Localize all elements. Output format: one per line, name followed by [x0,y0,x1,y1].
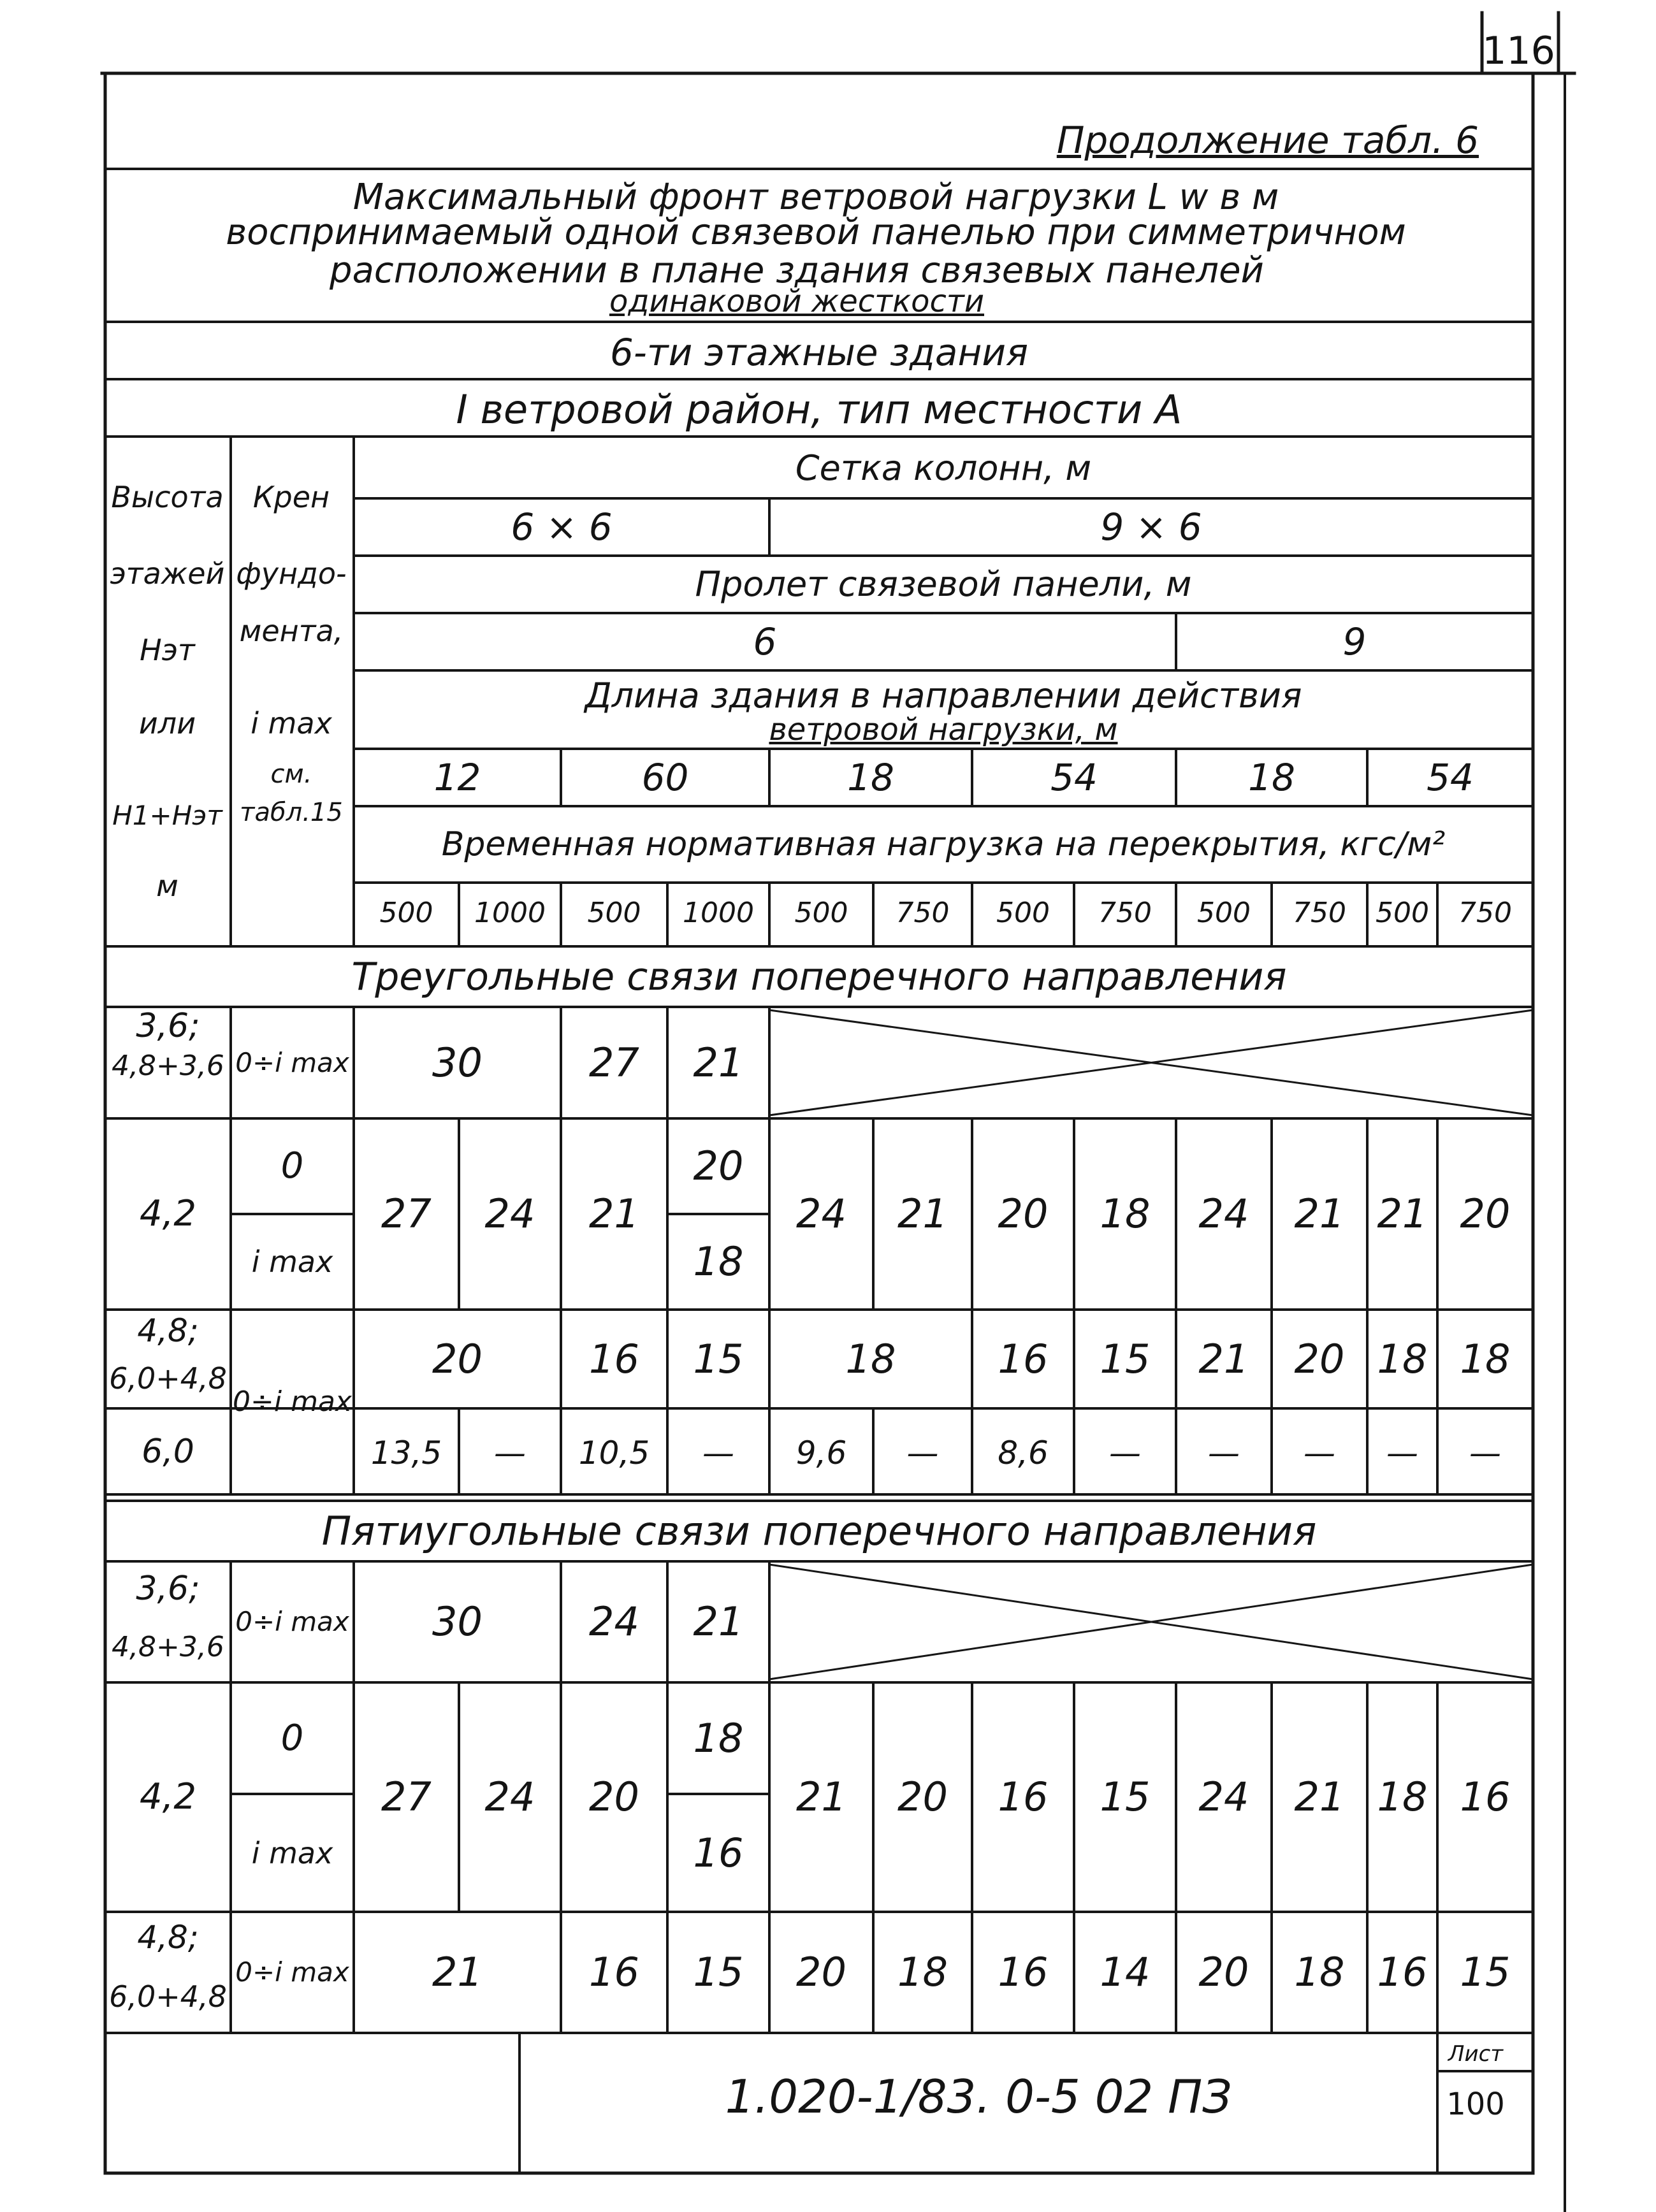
data-cell: 18 [845,1335,896,1382]
wind-region: I ветровой район, тип местности А [456,386,1182,433]
title-line-3: расположении в плане здания связевых панелей [330,250,1264,291]
head-col2-line-4: i max [251,706,332,741]
height-value: 3,6; [136,1007,200,1045]
tilt-value: 0÷i max [235,1606,349,1637]
head-col2-line-3: мента, [239,614,344,648]
data-cell: 16 [1377,1949,1428,1995]
data-cell: — [906,1435,939,1471]
load-value: 1000 [474,896,546,929]
data-cell: — [1109,1435,1141,1471]
data-cell: 15 [1460,1949,1511,1995]
data-cell: 18 [1377,1335,1428,1382]
head-col2-line-1: Крен [252,480,330,514]
data-cell: 20 [998,1190,1049,1237]
data-cell: 16 [589,1949,639,1995]
data-cell: 27 [589,1039,639,1086]
tilt-value: i max [251,1835,333,1870]
data-cell: 24 [796,1190,846,1237]
length-value: 60 [641,756,689,799]
span-label: Пролет связевой панели, м [695,564,1192,604]
data-cell: 18 [1100,1190,1151,1237]
data-cell: 24 [1198,1774,1249,1820]
load-value: 500 [1197,896,1251,929]
load-value: 500 [379,896,433,929]
height-value: 4,8; [137,1919,199,1956]
tilt-value: 0÷i max [235,1956,349,1988]
length-value: 18 [1248,756,1295,799]
data-cell: 21 [1377,1190,1428,1237]
title-line-1: Максимальный фронт ветровой нагрузки L w в м [352,177,1279,218]
data-cell: 20 [432,1335,483,1382]
data-cell: 16 [693,1829,744,1876]
height-value: 6,0+4,8 [109,1361,227,1396]
data-cell: 15 [693,1335,744,1382]
data-cell: 24 [589,1598,639,1645]
head-col1-line-1: Высота [111,480,224,514]
data-cell: 18 [1377,1774,1428,1820]
data-cell: 15 [1100,1774,1151,1820]
head-col1-line-5: Н1+Нэт [112,800,222,831]
data-cell: 9,6 [795,1435,847,1471]
data-cell: — [1304,1435,1335,1471]
data-cell: 20 [1460,1190,1511,1237]
data-cell: 20 [693,1143,744,1189]
data-cell: 21 [897,1190,948,1237]
building-type: 6-ти этажные здания [610,330,1028,374]
load-value: 500 [587,896,641,929]
data-cell: 18 [1294,1949,1345,1995]
column-grid-9x6: 9 × 6 [1100,505,1202,549]
data-cell: 21 [693,1598,744,1645]
data-cell: 21 [1294,1190,1345,1237]
data-cell: 16 [589,1335,639,1382]
span-9: 9 [1342,620,1367,663]
height-value: 4,8; [137,1312,199,1349]
load-value: 750 [1098,896,1152,929]
data-cell: 21 [432,1949,483,1995]
continuation-label: Продолжение табл. 6 [1056,119,1479,162]
height-value: 4,8+3,6 [112,1049,224,1082]
load-value: 750 [896,896,950,929]
data-cell: 21 [1198,1335,1249,1382]
data-cell: 15 [1100,1335,1151,1382]
data-cell: 18 [1460,1335,1511,1382]
load-value: 1000 [683,896,754,929]
sheet-corner-number: 116 [1482,29,1555,73]
data-cell: 20 [796,1949,846,1995]
data-cell: 18 [693,1238,744,1285]
tilt-value: 0 [280,1145,304,1187]
head-col1-line-6: м [156,869,178,903]
data-cell: 13,5 [370,1435,442,1471]
height-value: 4,2 [139,1193,197,1234]
data-cell: 30 [432,1598,483,1645]
data-cell: 21 [796,1774,846,1820]
title-line-4: одинаковой жесткости [609,284,985,319]
load-value: 750 [1293,896,1346,929]
data-cell: 21 [693,1039,744,1086]
section2-title: Пятиугольные связи поперечного направления [321,1507,1317,1554]
tilt-value: 0 [280,1717,304,1759]
data-cell: 10,5 [578,1435,650,1471]
load-value: 500 [996,896,1050,929]
tilt-value: 0÷i max [235,1046,349,1078]
data-cell: — [702,1435,734,1471]
data-cell: — [1386,1435,1418,1471]
data-cell: 27 [381,1190,432,1237]
data-cell: — [494,1435,526,1471]
data-cell: 20 [897,1774,948,1820]
load-value: 500 [1376,896,1429,929]
data-cell: 24 [1198,1190,1249,1237]
head-col1-line-3: Нэт [140,633,195,667]
head-col1-line-2: этажей [110,556,225,591]
height-value: 3,6; [136,1569,200,1608]
data-cell: 20 [589,1774,639,1820]
head-col2-line-5: см. [270,760,312,789]
tilt-value: 0÷i max [233,1385,352,1418]
data-cell: 21 [589,1190,639,1237]
head-col2-line-6: табл.15 [240,798,343,827]
data-cell: 24 [484,1774,535,1820]
length-value: 12 [433,756,481,799]
height-value: 6,0 [142,1432,194,1471]
section1-title: Треугольные связи поперечного направления [351,954,1287,999]
length-value: 18 [847,756,894,799]
head-col2-line-2: фундо- [236,556,347,591]
data-cell: 15 [693,1949,744,1995]
length-label-1: Длина здания в направлении действия [585,676,1302,716]
length-value: 54 [1427,756,1474,799]
data-cell: 16 [998,1335,1049,1382]
data-cell: 16 [1460,1774,1511,1820]
data-cell: — [1469,1435,1501,1471]
column-grid-label: Сетка колонн, м [795,448,1092,488]
load-value: 750 [1458,896,1512,929]
head-col1-line-4: или [138,706,196,741]
data-cell: 16 [998,1774,1049,1820]
document-code: 1.020-1/83. 0-5 02 ПЗ [725,2070,1232,2123]
data-cell: 21 [1294,1774,1345,1820]
load-value: 500 [794,896,848,929]
height-value: 4,2 [139,1776,197,1818]
sheet-label: Лист [1448,2041,1504,2067]
tilt-value: i max [251,1245,333,1279]
data-cell: 18 [897,1949,948,1995]
sheet-number: 100 [1446,2086,1505,2122]
data-cell: — [1208,1435,1240,1471]
data-cell: 30 [432,1039,483,1086]
data-cell: 16 [998,1949,1049,1995]
data-cell: 27 [381,1774,432,1820]
title-line-2: воспринимаемый одной связевой панелью при симметричном [226,212,1406,253]
data-cell: 14 [1100,1949,1151,1995]
data-cell: 18 [693,1714,744,1761]
data-cell: 24 [484,1190,535,1237]
data-cell: 20 [1198,1949,1249,1995]
height-value: 6,0+4,8 [109,1979,227,2014]
data-cell: 20 [1294,1335,1345,1382]
column-grid-6x6: 6 × 6 [511,505,613,549]
data-cell: 8,6 [998,1435,1049,1471]
span-6: 6 [753,620,777,663]
height-value: 4,8+3,6 [112,1631,224,1663]
length-value: 54 [1050,756,1098,799]
length-label-2: ветровой нагрузки, м [769,712,1118,748]
load-label: Временная нормативная нагрузка на перекрытия, кгс/м² [441,825,1446,864]
